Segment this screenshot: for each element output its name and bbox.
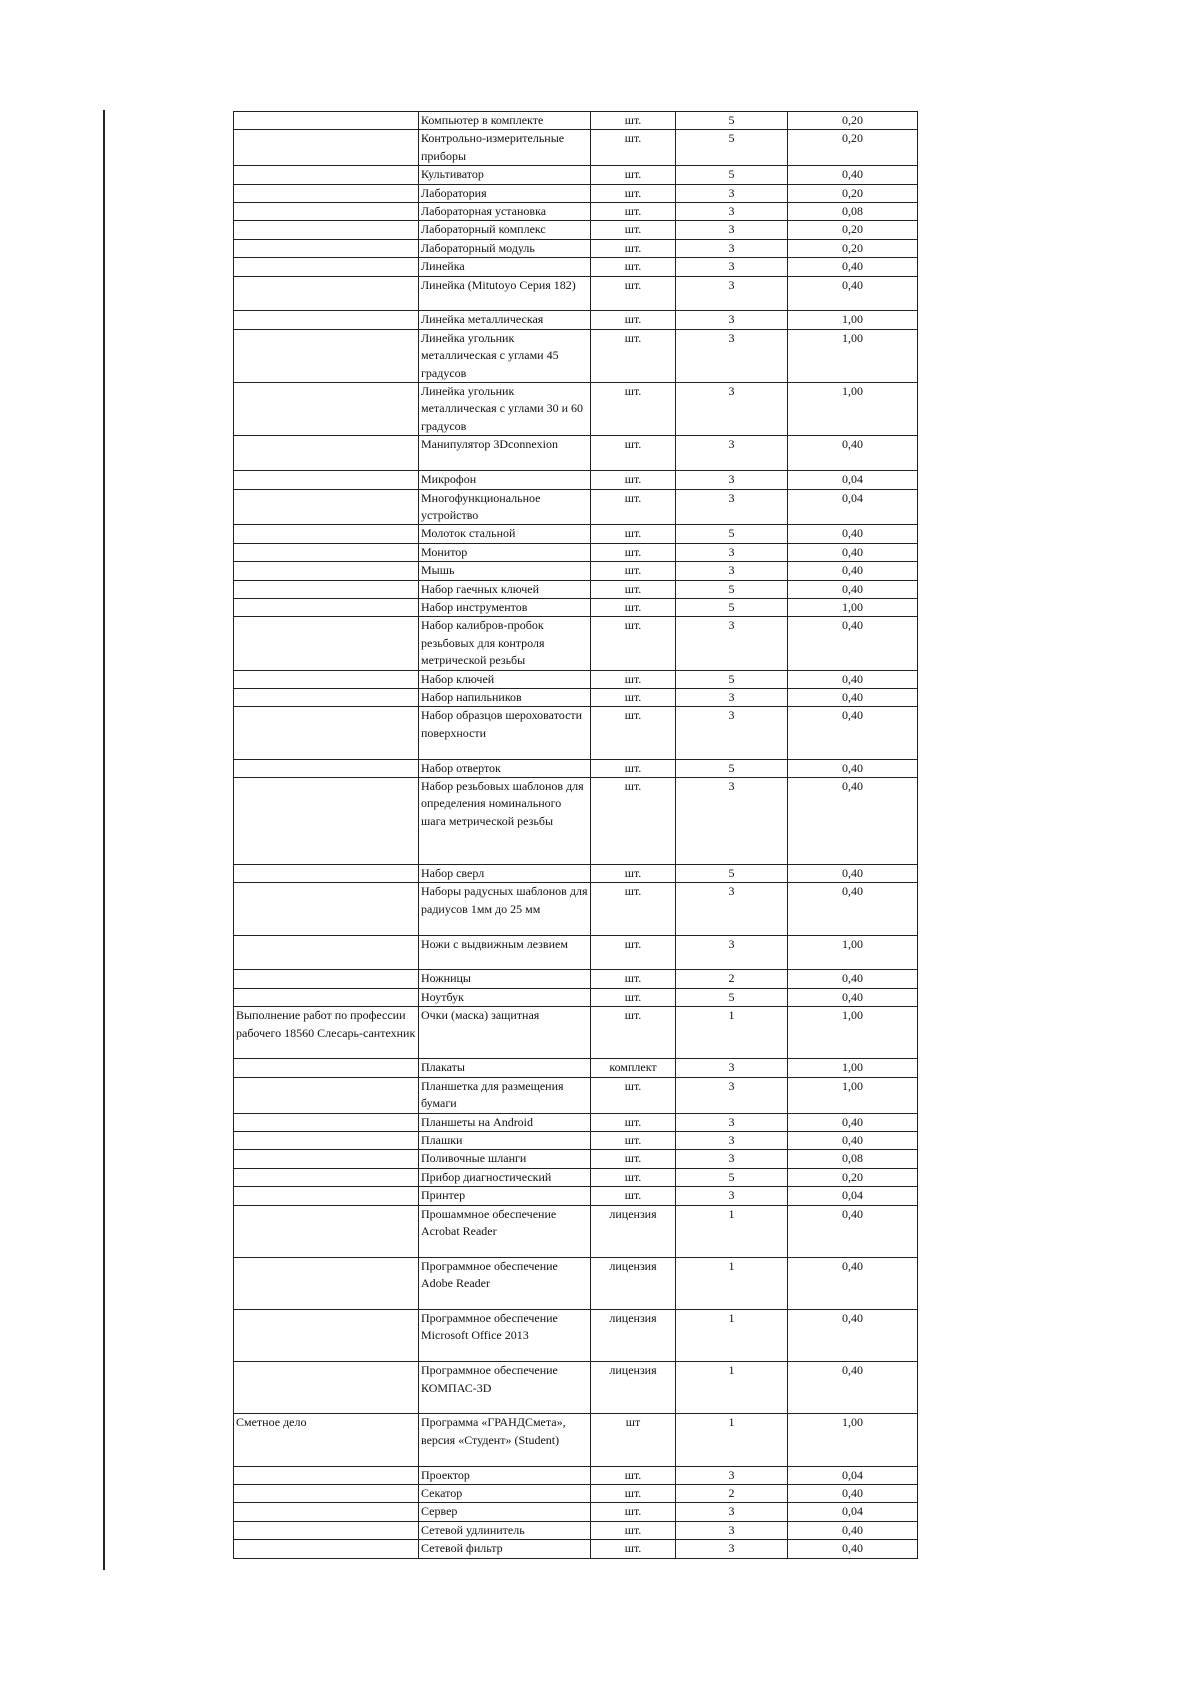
- activity-cell: [234, 329, 419, 382]
- table-row: [234, 543, 918, 561]
- equipment-table-body: [234, 112, 918, 1559]
- quantity-cell: 5: [676, 166, 788, 184]
- item-name-cell: Очки (маска) защитная: [419, 1007, 591, 1059]
- item-name-cell: Принтер: [419, 1187, 591, 1205]
- quantity-cell: 1: [676, 1007, 788, 1059]
- activity-cell: [234, 777, 419, 864]
- activity-cell: [234, 864, 419, 882]
- unit-cell: шт.: [591, 1077, 676, 1113]
- activity-cell: [234, 1466, 419, 1484]
- table-row: [234, 1503, 918, 1521]
- activity-cell: [234, 1205, 419, 1257]
- item-name-cell: Лаборатория: [419, 184, 591, 202]
- unit-cell: шт.: [591, 670, 676, 688]
- quantity-cell: 3: [676, 1503, 788, 1521]
- item-name-cell: Секатор: [419, 1484, 591, 1502]
- item-name-cell: Программа «ГРАНДСмета», версия «Студент» (Student): [419, 1414, 591, 1466]
- unit-cell: шт.: [591, 329, 676, 382]
- quantity-cell: 3: [676, 276, 788, 311]
- quantity-cell: 5: [676, 130, 788, 166]
- item-name-cell: Программное обеспечение Adobe Reader: [419, 1257, 591, 1309]
- unit-cell: шт.: [591, 598, 676, 616]
- unit-cell: шт.: [591, 166, 676, 184]
- item-name-cell: Плашки: [419, 1131, 591, 1149]
- quantity-cell: 3: [676, 471, 788, 489]
- item-name-cell: Культиватор: [419, 166, 591, 184]
- table-row: [234, 311, 918, 329]
- coefficient-cell: 1,00: [788, 383, 918, 436]
- activity-cell: [234, 203, 419, 221]
- coefficient-cell: 0,08: [788, 203, 918, 221]
- table-row: [234, 525, 918, 543]
- coefficient-cell: 0,40: [788, 670, 918, 688]
- quantity-cell: 3: [676, 1150, 788, 1168]
- unit-cell: шт.: [591, 130, 676, 166]
- left-margin-line: [103, 110, 105, 1570]
- coefficient-cell: 0,40: [788, 707, 918, 759]
- unit-cell: шт.: [591, 1484, 676, 1502]
- table-row: [234, 436, 918, 471]
- coefficient-cell: 0,40: [788, 1257, 918, 1309]
- item-name-cell: Набор резьбовых шаблонов для определения номинального шага метрической резьбы: [419, 777, 591, 864]
- activity-cell: [234, 1503, 419, 1521]
- unit-cell: шт.: [591, 471, 676, 489]
- coefficient-cell: 0,40: [788, 1205, 918, 1257]
- coefficient-cell: 0,40: [788, 883, 918, 935]
- activity-cell: [234, 1168, 419, 1186]
- item-name-cell: Набор сверл: [419, 864, 591, 882]
- table-row: [234, 1187, 918, 1205]
- unit-cell: шт.: [591, 276, 676, 311]
- activity-cell: [234, 239, 419, 257]
- coefficient-cell: 0,40: [788, 258, 918, 276]
- unit-cell: шт.: [591, 184, 676, 202]
- item-name-cell: Программное обеспечение КОМПАС-3D: [419, 1362, 591, 1414]
- coefficient-cell: 0,20: [788, 221, 918, 239]
- activity-cell: [234, 988, 419, 1006]
- activity-cell: [234, 525, 419, 543]
- activity-cell: [234, 1521, 419, 1539]
- activity-cell: [234, 1131, 419, 1149]
- coefficient-cell: 0,04: [788, 471, 918, 489]
- coefficient-cell: 0,40: [788, 562, 918, 580]
- unit-cell: шт.: [591, 617, 676, 670]
- unit-cell: шт.: [591, 988, 676, 1006]
- quantity-cell: 3: [676, 562, 788, 580]
- quantity-cell: 5: [676, 525, 788, 543]
- activity-cell: [234, 1362, 419, 1414]
- activity-cell: [234, 436, 419, 471]
- activity-cell: [234, 383, 419, 436]
- table-row: [234, 184, 918, 202]
- activity-cell: [234, 759, 419, 777]
- quantity-cell: 3: [676, 1059, 788, 1077]
- unit-cell: шт.: [591, 489, 676, 525]
- unit-cell: шт.: [591, 1007, 676, 1059]
- quantity-cell: 3: [676, 329, 788, 382]
- quantity-cell: 3: [676, 935, 788, 970]
- quantity-cell: 3: [676, 311, 788, 329]
- table-row: [234, 562, 918, 580]
- unit-cell: лицензия: [591, 1257, 676, 1309]
- item-name-cell: Линейка угольник металлическая с углами 45 градусов: [419, 329, 591, 382]
- coefficient-cell: 0,20: [788, 130, 918, 166]
- unit-cell: шт.: [591, 383, 676, 436]
- item-name-cell: Манипулятор 3Dconnexion: [419, 436, 591, 471]
- unit-cell: шт.: [591, 1150, 676, 1168]
- unit-cell: шт.: [591, 239, 676, 257]
- activity-cell: [234, 166, 419, 184]
- item-name-cell: Мышь: [419, 562, 591, 580]
- quantity-cell: 3: [676, 221, 788, 239]
- item-name-cell: Линейка (Mitutoyo Серия 182): [419, 276, 591, 311]
- coefficient-cell: 0,04: [788, 1466, 918, 1484]
- unit-cell: шт.: [591, 258, 676, 276]
- coefficient-cell: 0,40: [788, 617, 918, 670]
- activity-cell: [234, 617, 419, 670]
- activity-cell: [234, 688, 419, 706]
- activity-cell: [234, 1257, 419, 1309]
- item-name-cell: Сетевой удлинитель: [419, 1521, 591, 1539]
- unit-cell: шт.: [591, 883, 676, 935]
- activity-cell: [234, 276, 419, 311]
- coefficient-cell: 0,40: [788, 1521, 918, 1539]
- coefficient-cell: 0,20: [788, 112, 918, 130]
- table-row: [234, 688, 918, 706]
- quantity-cell: 3: [676, 1113, 788, 1131]
- unit-cell: шт: [591, 1414, 676, 1466]
- quantity-cell: 3: [676, 383, 788, 436]
- quantity-cell: 5: [676, 864, 788, 882]
- item-name-cell: Набор калибров-пробок резьбовых для контроля метрической резьбы: [419, 617, 591, 670]
- item-name-cell: Линейка: [419, 258, 591, 276]
- table-row: [234, 1521, 918, 1539]
- item-name-cell: Многофункциональное устройство: [419, 489, 591, 525]
- table-row: [234, 203, 918, 221]
- activity-cell: Выполнение работ по профессии рабочего 18560 Слесарь-сантехник: [234, 1007, 419, 1059]
- coefficient-cell: 0,40: [788, 1309, 918, 1361]
- unit-cell: шт.: [591, 1113, 676, 1131]
- item-name-cell: Монитор: [419, 543, 591, 561]
- coefficient-cell: 0,40: [788, 436, 918, 471]
- quantity-cell: 5: [676, 1168, 788, 1186]
- quantity-cell: 1: [676, 1309, 788, 1361]
- quantity-cell: 2: [676, 970, 788, 988]
- coefficient-cell: 1,00: [788, 1077, 918, 1113]
- table-row: [234, 258, 918, 276]
- coefficient-cell: 0,04: [788, 1187, 918, 1205]
- item-name-cell: Микрофон: [419, 471, 591, 489]
- table-row: [234, 1414, 918, 1466]
- unit-cell: шт.: [591, 1131, 676, 1149]
- unit-cell: шт.: [591, 777, 676, 864]
- quantity-cell: 3: [676, 777, 788, 864]
- item-name-cell: Молоток стальной: [419, 525, 591, 543]
- table-row: [234, 471, 918, 489]
- coefficient-cell: 0,40: [788, 276, 918, 311]
- activity-cell: [234, 883, 419, 935]
- item-name-cell: Набор гаечных ключей: [419, 580, 591, 598]
- unit-cell: шт.: [591, 1540, 676, 1558]
- unit-cell: шт.: [591, 562, 676, 580]
- item-name-cell: Лабораторный модуль: [419, 239, 591, 257]
- activity-cell: [234, 184, 419, 202]
- activity-cell: Сметное дело: [234, 1414, 419, 1466]
- table-row: [234, 166, 918, 184]
- unit-cell: шт.: [591, 1168, 676, 1186]
- activity-cell: [234, 130, 419, 166]
- item-name-cell: Набор инструментов: [419, 598, 591, 616]
- table-row: [234, 670, 918, 688]
- activity-cell: [234, 311, 419, 329]
- table-row: [234, 1113, 918, 1131]
- activity-cell: [234, 562, 419, 580]
- item-name-cell: Ножи с выдвижным лезвием: [419, 935, 591, 970]
- table-row: [234, 1205, 918, 1257]
- coefficient-cell: 0,40: [788, 970, 918, 988]
- table-row: [234, 1484, 918, 1502]
- activity-cell: [234, 707, 419, 759]
- activity-cell: [234, 1059, 419, 1077]
- unit-cell: шт.: [591, 580, 676, 598]
- item-name-cell: Лабораторная установка: [419, 203, 591, 221]
- coefficient-cell: 0,20: [788, 184, 918, 202]
- equipment-table: [233, 111, 918, 1559]
- coefficient-cell: 0,40: [788, 166, 918, 184]
- item-name-cell: Набор отверток: [419, 759, 591, 777]
- table-row: [234, 1007, 918, 1059]
- table-row: [234, 970, 918, 988]
- table-row: [234, 1362, 918, 1414]
- coefficient-cell: 0,40: [788, 688, 918, 706]
- unit-cell: шт.: [591, 688, 676, 706]
- quantity-cell: 1: [676, 1414, 788, 1466]
- item-name-cell: Поливочные шланги: [419, 1150, 591, 1168]
- activity-cell: [234, 258, 419, 276]
- table-row: [234, 239, 918, 257]
- coefficient-cell: 0,40: [788, 543, 918, 561]
- table-row: [234, 883, 918, 935]
- activity-cell: [234, 471, 419, 489]
- unit-cell: шт.: [591, 311, 676, 329]
- quantity-cell: 3: [676, 1466, 788, 1484]
- table-row: [234, 1540, 918, 1558]
- item-name-cell: Сервер: [419, 1503, 591, 1521]
- table-row: [234, 130, 918, 166]
- quantity-cell: 5: [676, 580, 788, 598]
- table-row: [234, 617, 918, 670]
- item-name-cell: Планшетка для размещения бумаги: [419, 1077, 591, 1113]
- unit-cell: шт.: [591, 1521, 676, 1539]
- activity-cell: [234, 543, 419, 561]
- coefficient-cell: 1,00: [788, 329, 918, 382]
- unit-cell: шт.: [591, 436, 676, 471]
- quantity-cell: 3: [676, 1187, 788, 1205]
- item-name-cell: Набор образцов шероховатости поверхности: [419, 707, 591, 759]
- unit-cell: шт.: [591, 970, 676, 988]
- coefficient-cell: 0,40: [788, 759, 918, 777]
- quantity-cell: 5: [676, 112, 788, 130]
- table-row: [234, 1131, 918, 1149]
- coefficient-cell: 0,40: [788, 988, 918, 1006]
- coefficient-cell: 0,40: [788, 1540, 918, 1558]
- unit-cell: лицензия: [591, 1205, 676, 1257]
- quantity-cell: 3: [676, 883, 788, 935]
- activity-cell: [234, 1309, 419, 1361]
- activity-cell: [234, 970, 419, 988]
- quantity-cell: 5: [676, 759, 788, 777]
- item-name-cell: Контрольно-измерительные приборы: [419, 130, 591, 166]
- activity-cell: [234, 1484, 419, 1502]
- coefficient-cell: 1,00: [788, 1059, 918, 1077]
- item-name-cell: Плакаты: [419, 1059, 591, 1077]
- item-name-cell: Набор ключей: [419, 670, 591, 688]
- item-name-cell: Планшеты на Android: [419, 1113, 591, 1131]
- quantity-cell: 1: [676, 1205, 788, 1257]
- quantity-cell: 1: [676, 1257, 788, 1309]
- coefficient-cell: 0,40: [788, 1362, 918, 1414]
- item-name-cell: Прибор диагностический: [419, 1168, 591, 1186]
- quantity-cell: 5: [676, 598, 788, 616]
- quantity-cell: 5: [676, 988, 788, 1006]
- item-name-cell: Программное обеспечение Microsoft Office 2013: [419, 1309, 591, 1361]
- quantity-cell: 3: [676, 203, 788, 221]
- table-row: [234, 276, 918, 311]
- coefficient-cell: 1,00: [788, 1007, 918, 1059]
- table-row: [234, 112, 918, 130]
- unit-cell: шт.: [591, 1503, 676, 1521]
- item-name-cell: Ножницы: [419, 970, 591, 988]
- unit-cell: шт.: [591, 112, 676, 130]
- quantity-cell: 5: [676, 670, 788, 688]
- unit-cell: шт.: [591, 1466, 676, 1484]
- table-row: [234, 1257, 918, 1309]
- table-row: [234, 935, 918, 970]
- coefficient-cell: 0,04: [788, 1503, 918, 1521]
- item-name-cell: Линейка металлическая: [419, 311, 591, 329]
- quantity-cell: 3: [676, 1077, 788, 1113]
- unit-cell: лицензия: [591, 1309, 676, 1361]
- activity-cell: [234, 598, 419, 616]
- activity-cell: [234, 112, 419, 130]
- table-row: [234, 598, 918, 616]
- quantity-cell: 3: [676, 1131, 788, 1149]
- table-row: [234, 1077, 918, 1113]
- table-row: [234, 777, 918, 864]
- activity-cell: [234, 580, 419, 598]
- item-name-cell: Наборы радусных шаблонов для радиусов 1мм до 25 мм: [419, 883, 591, 935]
- unit-cell: шт.: [591, 543, 676, 561]
- table-row: [234, 707, 918, 759]
- table-row: [234, 1466, 918, 1484]
- quantity-cell: 3: [676, 1521, 788, 1539]
- item-name-cell: Набор напильников: [419, 688, 591, 706]
- activity-cell: [234, 489, 419, 525]
- activity-cell: [234, 1113, 419, 1131]
- coefficient-cell: 0,20: [788, 239, 918, 257]
- item-name-cell: Проектор: [419, 1466, 591, 1484]
- quantity-cell: 3: [676, 688, 788, 706]
- activity-cell: [234, 1187, 419, 1205]
- table-row: [234, 1168, 918, 1186]
- coefficient-cell: 1,00: [788, 598, 918, 616]
- quantity-cell: 2: [676, 1484, 788, 1502]
- activity-cell: [234, 1077, 419, 1113]
- table-row: [234, 759, 918, 777]
- quantity-cell: 3: [676, 543, 788, 561]
- unit-cell: шт.: [591, 759, 676, 777]
- activity-cell: [234, 1540, 419, 1558]
- quantity-cell: 3: [676, 489, 788, 525]
- item-name-cell: Сетевой фильтр: [419, 1540, 591, 1558]
- quantity-cell: 3: [676, 617, 788, 670]
- coefficient-cell: 0,40: [788, 1484, 918, 1502]
- table-row: [234, 580, 918, 598]
- coefficient-cell: 1,00: [788, 935, 918, 970]
- item-name-cell: Компьютер в комплекте: [419, 112, 591, 130]
- table-row: [234, 383, 918, 436]
- coefficient-cell: 0,08: [788, 1150, 918, 1168]
- coefficient-cell: 0,40: [788, 580, 918, 598]
- quantity-cell: 3: [676, 1540, 788, 1558]
- activity-cell: [234, 221, 419, 239]
- unit-cell: шт.: [591, 221, 676, 239]
- quantity-cell: 1: [676, 1362, 788, 1414]
- item-name-cell: Лабораторный комплекс: [419, 221, 591, 239]
- coefficient-cell: 0,04: [788, 489, 918, 525]
- table-row: [234, 489, 918, 525]
- item-name-cell: Прошаммное обеспечение Acrobat Reader: [419, 1205, 591, 1257]
- unit-cell: шт.: [591, 935, 676, 970]
- coefficient-cell: 0,40: [788, 525, 918, 543]
- item-name-cell: Ноутбук: [419, 988, 591, 1006]
- coefficient-cell: 0,20: [788, 1168, 918, 1186]
- table-row: [234, 1150, 918, 1168]
- table-row: [234, 221, 918, 239]
- quantity-cell: 3: [676, 184, 788, 202]
- table-row: [234, 864, 918, 882]
- quantity-cell: 3: [676, 258, 788, 276]
- quantity-cell: 3: [676, 436, 788, 471]
- activity-cell: [234, 935, 419, 970]
- table-row: [234, 988, 918, 1006]
- coefficient-cell: 1,00: [788, 311, 918, 329]
- quantity-cell: 3: [676, 707, 788, 759]
- coefficient-cell: 0,40: [788, 864, 918, 882]
- unit-cell: шт.: [591, 1187, 676, 1205]
- unit-cell: шт.: [591, 707, 676, 759]
- activity-cell: [234, 670, 419, 688]
- coefficient-cell: 0,40: [788, 1131, 918, 1149]
- unit-cell: шт.: [591, 203, 676, 221]
- table-row: [234, 1309, 918, 1361]
- unit-cell: шт.: [591, 525, 676, 543]
- unit-cell: комплект: [591, 1059, 676, 1077]
- coefficient-cell: 1,00: [788, 1414, 918, 1466]
- unit-cell: шт.: [591, 864, 676, 882]
- unit-cell: лицензия: [591, 1362, 676, 1414]
- coefficient-cell: 0,40: [788, 1113, 918, 1131]
- activity-cell: [234, 1150, 419, 1168]
- item-name-cell: Линейка угольник металлическая с углами 30 и 60 градусов: [419, 383, 591, 436]
- quantity-cell: 3: [676, 239, 788, 257]
- table-row: [234, 329, 918, 382]
- table-row: [234, 1059, 918, 1077]
- coefficient-cell: 0,40: [788, 777, 918, 864]
